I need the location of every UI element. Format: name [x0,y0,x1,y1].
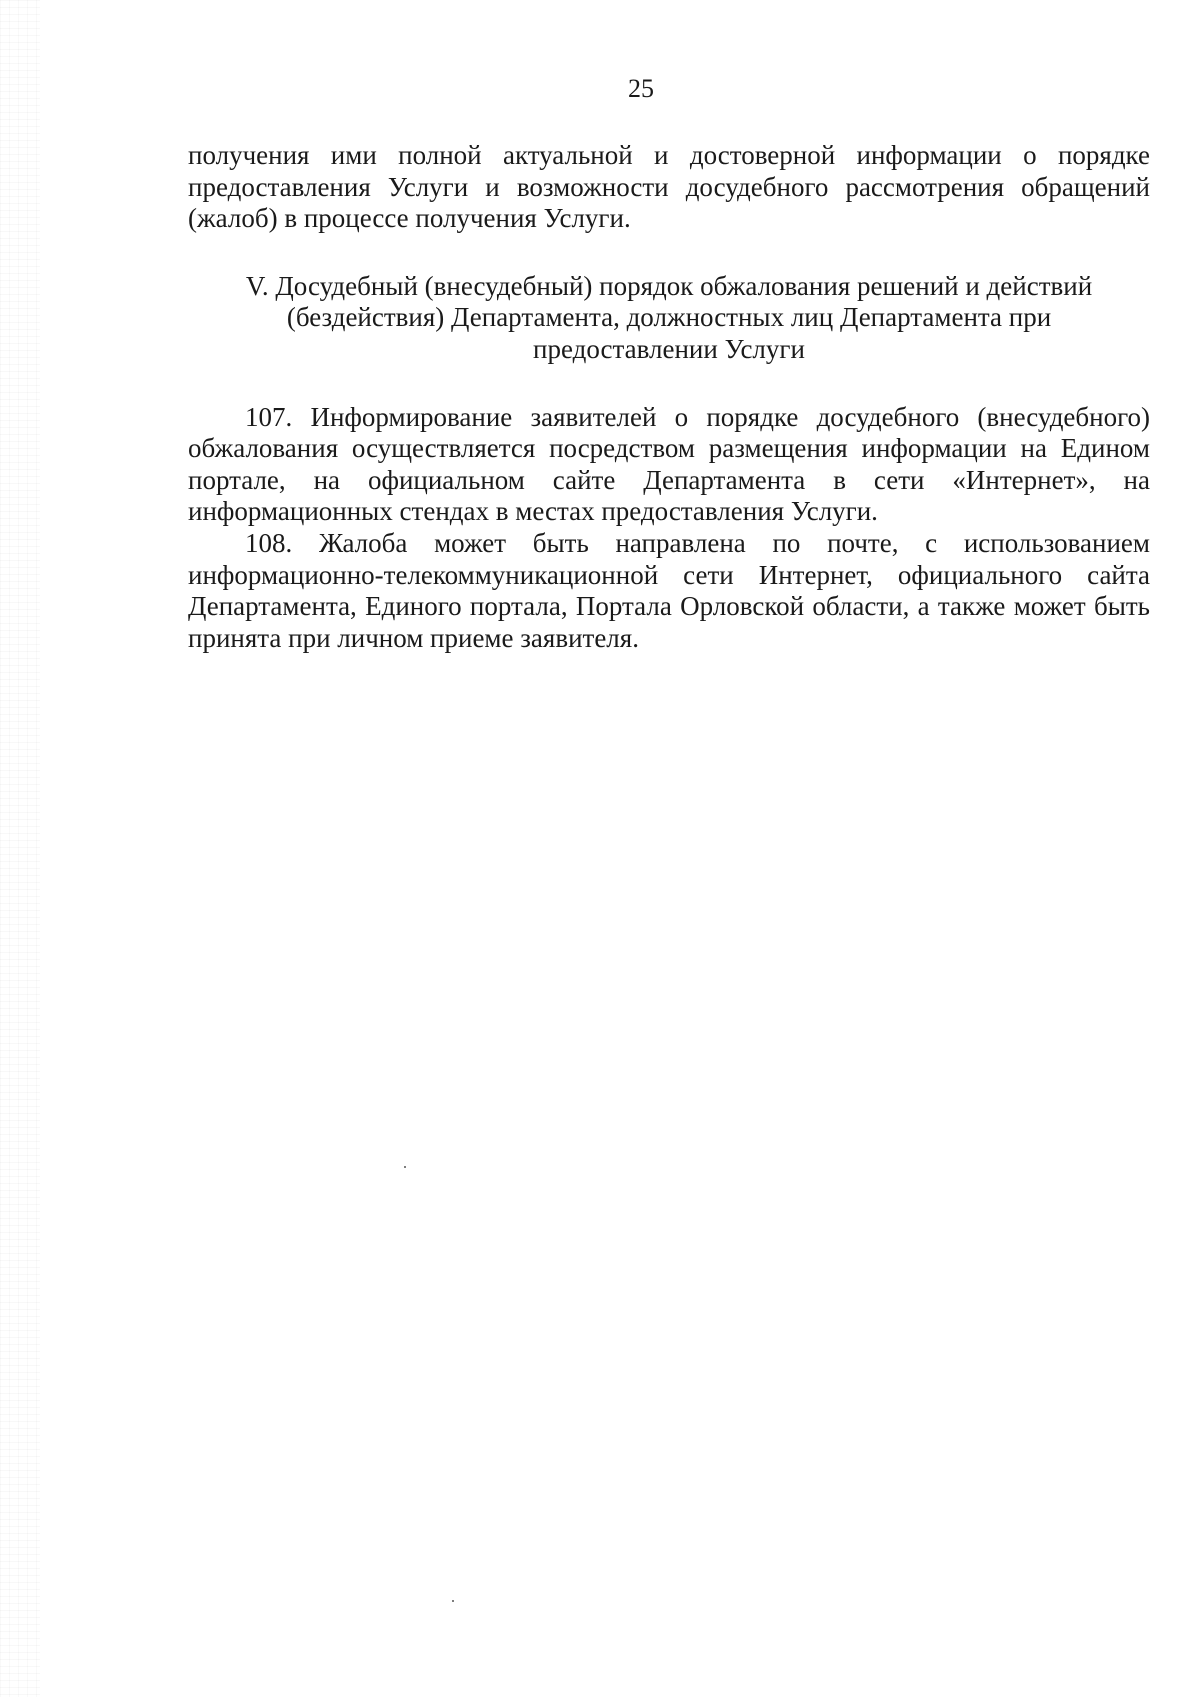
page-number: 25 [628,74,654,103]
scan-speck [452,1600,454,1602]
section-heading-line-1: V. Досудебный (внесудебный) порядок обжалования решений и действий [245,270,1093,301]
section-heading-line-3: предоставлении Услуги [533,333,805,364]
scan-speck [404,1166,406,1168]
section-heading [188,271,1150,366]
intro-paragraph: получения ими полной актуальной и достоверной информации о порядке предоставления Услуги и возможности досудебного рассмотрения обращений (жалоб) в процессе получения Услуги. [188,140,1150,234]
document-body [188,140,1150,654]
paragraph-107: 107. Информирование заявителей о порядке досудебного (внесудебного) обжалования осуществляется посредством размещения информации на Едином портале, на официальном сайте Департамента в сети «Интернет», на информационных стендах в местах предоставления Услуги. [188,401,1150,527]
scan-edge-artifact [0,0,40,1697]
paragraph-108: 108. Жалоба может быть направлена по почте, с использованием информационно-телекоммуникационной сети Интернет, официального сайта Департамента, Единого портала, Портала Орловской области, а также может быть принята при личном приеме заявителя. [188,527,1150,653]
section-heading-line-2: (бездействия) Департамента, должностных лиц Департамента при [286,302,1052,333]
